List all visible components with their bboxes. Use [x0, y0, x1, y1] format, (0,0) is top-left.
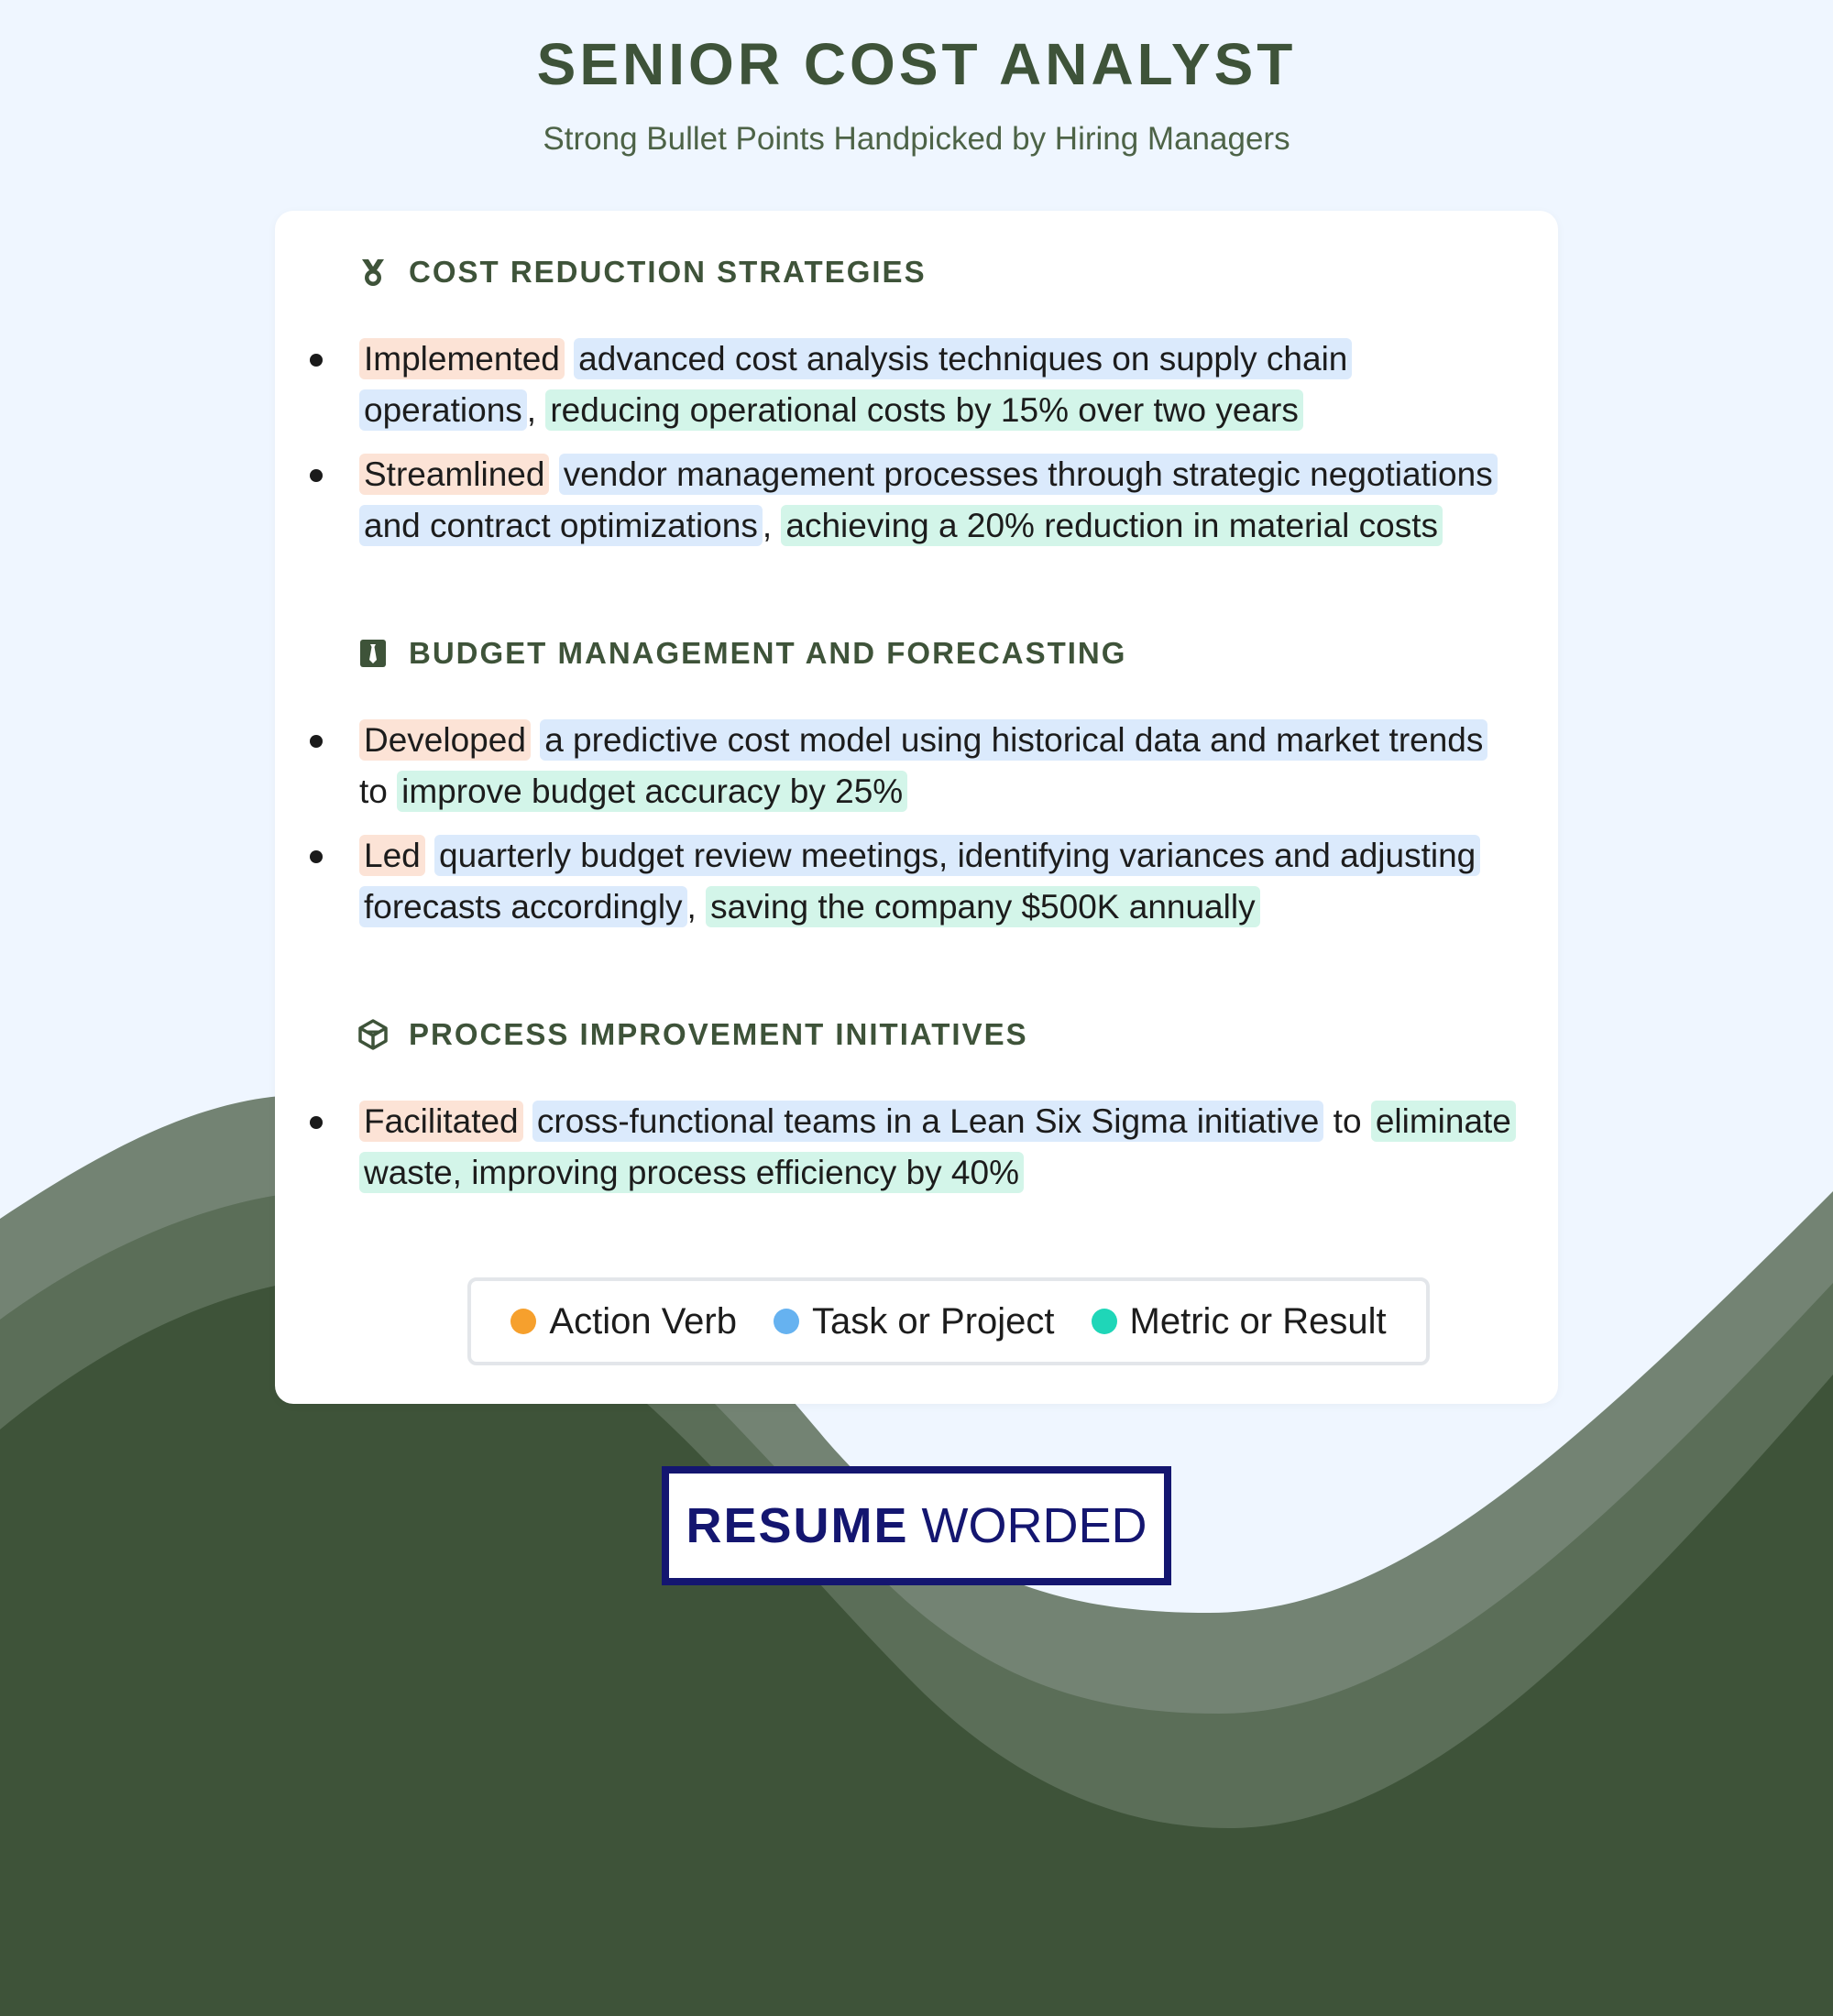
- metric-highlight: saving the company $500K annually: [706, 886, 1259, 927]
- section-title: BUDGET MANAGEMENT AND FORECASTING: [409, 636, 1127, 670]
- connector-text: to: [1323, 1102, 1371, 1140]
- orange-dot-icon: [510, 1309, 536, 1334]
- connector-text: [531, 721, 540, 759]
- legend-label: Task or Project: [811, 1300, 1055, 1342]
- section: [302, 1012, 1531, 1199]
- legend-item-metric-or-result: [1092, 1301, 1387, 1342]
- section-title: PROCESS IMPROVEMENT INITIATIVES: [409, 1017, 1028, 1051]
- cube-icon: [357, 1019, 389, 1050]
- task-highlight: advanced cost analysis techniques on supply chain operations: [359, 338, 1352, 431]
- section-header: [302, 249, 1531, 295]
- bullet-point: [302, 334, 1531, 436]
- page-title: SENIOR COST ANALYST: [536, 31, 1297, 97]
- metric-highlight: reducing operational costs by 15% over two years: [545, 389, 1303, 431]
- action-verb-highlight: Led: [359, 835, 425, 876]
- action-verb-highlight: Streamlined: [359, 454, 549, 495]
- legend-item-action-verb: [510, 1301, 737, 1342]
- section: [302, 249, 1531, 552]
- blue-dot-icon: [774, 1309, 799, 1334]
- connector-text: ,: [762, 507, 782, 544]
- bullet-list: [302, 715, 1531, 933]
- metric-highlight: improve budget accuracy by 25%: [397, 771, 907, 812]
- teal-dot-icon: [1092, 1309, 1117, 1334]
- logo-word-worded: WORDED: [921, 1498, 1147, 1553]
- task-highlight: quarterly budget review meetings, identifying variances and adjusting forecasts accordingly: [359, 835, 1480, 927]
- section-title: COST REDUCTION STRATEGIES: [409, 255, 927, 289]
- bullet-list: [302, 1096, 1531, 1199]
- logo-word-resume: RESUME: [686, 1498, 909, 1553]
- bullet-point: [302, 715, 1531, 817]
- connector-text: ,: [686, 888, 707, 926]
- task-highlight: cross-functional teams in a Lean Six Sigma initiative: [532, 1101, 1323, 1142]
- section-header: [302, 1012, 1531, 1057]
- connector-text: [523, 1102, 532, 1140]
- action-verb-highlight: Implemented: [359, 338, 565, 379]
- section: [302, 630, 1531, 933]
- page-header: [0, 27, 1833, 159]
- bullet-list: [302, 334, 1531, 552]
- metric-highlight: achieving a 20% reduction in material costs: [781, 505, 1443, 546]
- task-highlight: a predictive cost model using historical data and market trends: [540, 719, 1487, 761]
- bullet-point: [302, 449, 1531, 552]
- page-subtitle: Strong Bullet Points Handpicked by Hiring Managers: [543, 121, 1290, 157]
- connector-text: to: [359, 772, 398, 810]
- action-verb-highlight: Developed: [359, 719, 531, 761]
- bullet-points-card: [275, 211, 1558, 1404]
- connector-text: [425, 837, 434, 874]
- legend-item-task-or-project: [774, 1301, 1055, 1342]
- connector-text: ,: [526, 391, 546, 429]
- legend-label: Metric or Result: [1129, 1300, 1387, 1342]
- action-verb-highlight: Facilitated: [359, 1101, 523, 1142]
- metric-highlight: eliminate waste, improving process efficiency by 40%: [359, 1101, 1516, 1193]
- tie-icon: [357, 638, 389, 669]
- bullet-point: [302, 1096, 1531, 1199]
- task-highlight: vendor management processes through strategic negotiations and contract optimizations: [359, 454, 1498, 546]
- connector-text: [549, 455, 558, 493]
- bullet-point: [302, 830, 1531, 933]
- connector-text: [565, 340, 574, 378]
- medal-icon: [357, 257, 389, 288]
- section-header: [302, 630, 1531, 676]
- legend: [467, 1277, 1430, 1365]
- sections-list: [302, 249, 1531, 1199]
- resume-worded-logo[interactable]: [662, 1466, 1171, 1585]
- legend-label: Action Verb: [549, 1300, 737, 1342]
